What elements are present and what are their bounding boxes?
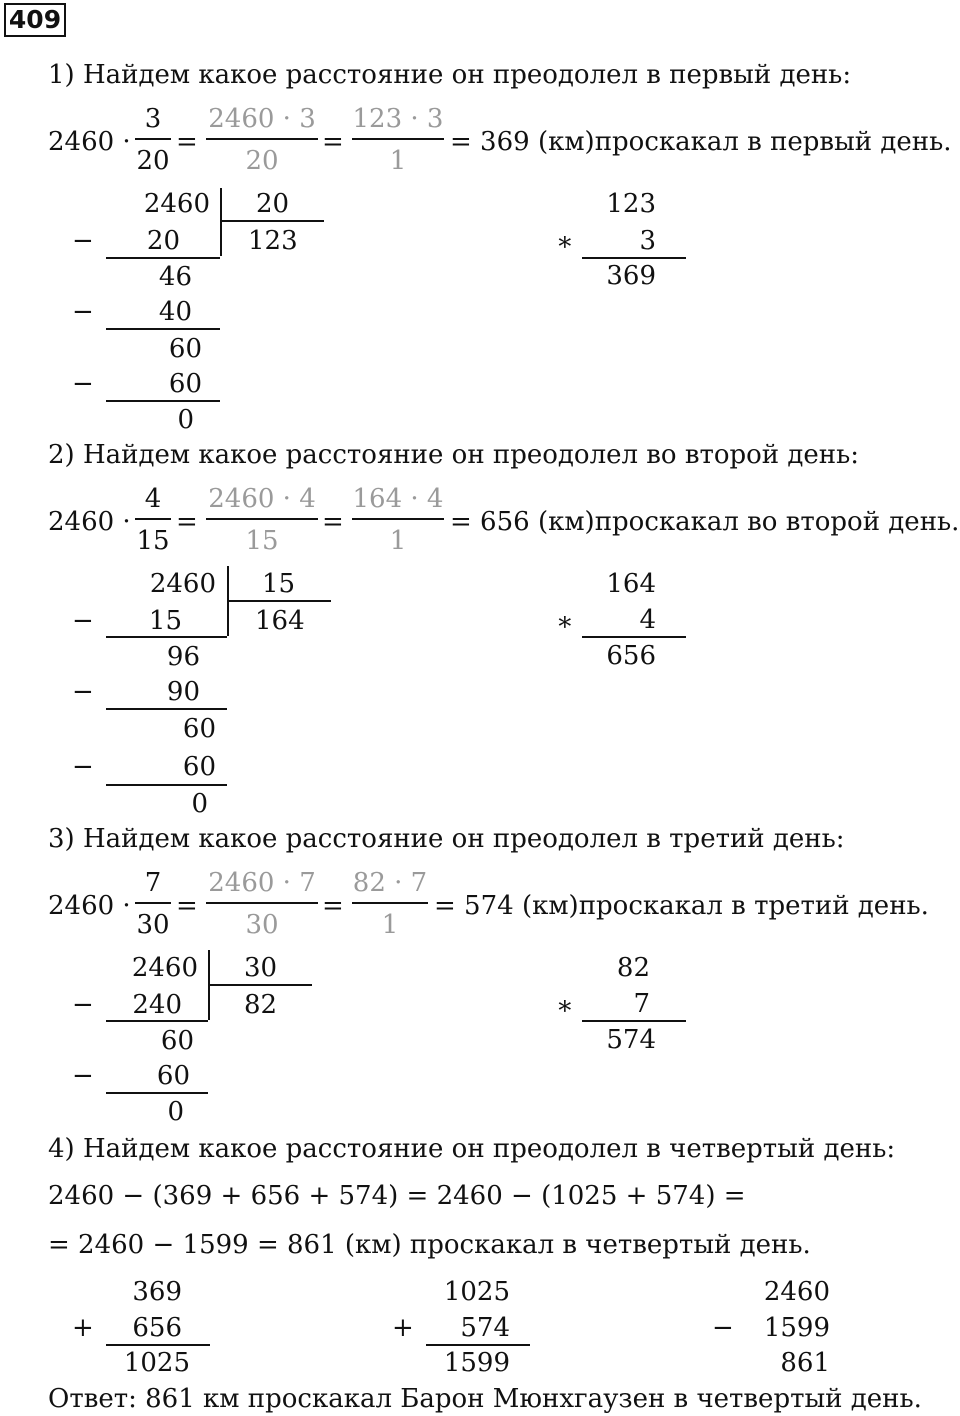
minus-sign: − <box>72 990 94 1020</box>
s2-divisor: 15 <box>262 569 296 599</box>
s2-f1-numerator: 4 <box>144 484 162 514</box>
addition-line <box>106 1344 210 1346</box>
minus-sign: − <box>72 226 94 256</box>
answer-text: Ответ: 861 км проскакал Барон Мюнхгаузен в четвертый день. <box>48 1384 922 1414</box>
equals-sign: = <box>322 891 344 921</box>
division-bracket <box>227 600 331 602</box>
s4-add2-b: 574 <box>460 1313 510 1343</box>
s1-div-row: 46 <box>158 262 192 292</box>
s3-f2-denominator: 30 <box>245 910 279 940</box>
s1-fraction-3 <box>352 104 444 176</box>
s1-f3-denominator: 1 <box>389 146 407 176</box>
section-4-heading: 4) Найдем какое расстояние он преодолел в четвертый день: <box>48 1134 896 1164</box>
s4-sub-b: 1599 <box>763 1313 830 1343</box>
s1-result: = 369 (км)проскакал в первый день. <box>450 127 952 157</box>
fraction-bar <box>352 902 428 904</box>
s2-div-row: 96 <box>166 642 200 672</box>
s2-f3-denominator: 1 <box>389 526 407 556</box>
s3-f3-denominator: 1 <box>381 910 399 940</box>
s3-f1-numerator: 7 <box>144 868 162 898</box>
s2-fraction-1 <box>135 484 171 556</box>
minus-sign: − <box>72 606 94 636</box>
division-line <box>106 400 220 402</box>
s1-div-row: 60 <box>168 334 202 364</box>
s1-f2-numerator: 2460 · 3 <box>208 104 316 134</box>
equals-sign: = <box>176 127 198 157</box>
multiplication-line <box>582 1020 686 1022</box>
s4-add1-result: 1025 <box>123 1348 190 1378</box>
s2-quotient: 164 <box>255 606 305 636</box>
s1-f3-numerator: 123 · 3 <box>352 104 444 134</box>
s2-f2-numerator: 2460 · 4 <box>208 484 316 514</box>
s3-quotient: 82 <box>244 990 278 1020</box>
division-line <box>106 708 227 710</box>
s2-mul-result: 656 <box>606 641 656 671</box>
fraction-bar <box>352 138 444 140</box>
s4-add2-a: 1025 <box>443 1277 510 1307</box>
plus-sign: + <box>392 1313 414 1343</box>
s4-equation-line-2: = 2460 − 1599 = 861 (км) проскакал в четвертый день. <box>48 1230 811 1260</box>
plus-sign: + <box>72 1313 94 1343</box>
s3-f3-numerator: 82 · 7 <box>352 868 428 898</box>
s3-div-row: 240 <box>132 990 182 1020</box>
s3-div-row: 60 <box>156 1061 190 1091</box>
s2-div-row: 15 <box>148 606 182 636</box>
s4-add1-a: 369 <box>132 1277 182 1307</box>
s2-fraction-2 <box>206 484 318 556</box>
s2-mul-a: 164 <box>606 569 656 599</box>
s1-div-row: 40 <box>158 297 192 327</box>
s3-fraction-3 <box>352 868 428 940</box>
s3-lhs: 2460 · <box>48 891 131 921</box>
s2-dividend: 2460 <box>149 569 216 599</box>
s3-result: = 574 (км)проскакал в третий день. <box>434 891 929 921</box>
s2-result: = 656 (км)проскакал во второй день. <box>450 507 960 537</box>
s1-divisor: 20 <box>256 189 290 219</box>
s2-lhs: 2460 · <box>48 507 131 537</box>
minus-sign: − <box>72 369 94 399</box>
task-number-badge: 409 <box>4 3 66 37</box>
division-bracket <box>220 220 324 222</box>
multiplication-line <box>582 636 686 638</box>
s1-mul-result: 369 <box>606 261 656 291</box>
s3-divisor: 30 <box>244 953 278 983</box>
multiplication-line <box>582 257 686 259</box>
addition-line <box>426 1344 530 1346</box>
minus-sign: − <box>72 752 94 782</box>
division-bracket <box>208 984 312 986</box>
division-line <box>106 1020 208 1022</box>
fraction-bar <box>135 902 171 904</box>
s2-f1-denominator: 15 <box>136 526 170 556</box>
minus-sign: − <box>72 297 94 327</box>
s1-div-row: 0 <box>177 405 194 435</box>
section-2-heading: 2) Найдем какое расстояние он преодолел во второй день: <box>48 440 860 470</box>
s1-mul-b: 3 <box>639 226 656 256</box>
s1-f1-numerator: 3 <box>144 104 162 134</box>
s4-add2-result: 1599 <box>443 1348 510 1378</box>
division-line <box>106 1092 208 1094</box>
s1-dividend: 2460 <box>143 189 210 219</box>
s1-div-row: 60 <box>168 369 202 399</box>
s1-f1-denominator: 20 <box>136 146 170 176</box>
fraction-bar <box>206 138 318 140</box>
minus-sign: − <box>712 1313 734 1343</box>
fraction-bar <box>206 518 318 520</box>
s1-div-row: 20 <box>146 226 180 256</box>
s1-f2-denominator: 20 <box>245 146 279 176</box>
s3-mul-result: 574 <box>606 1025 656 1055</box>
s2-f3-numerator: 164 · 4 <box>352 484 444 514</box>
s3-fraction-2 <box>206 868 318 940</box>
fraction-bar <box>206 902 318 904</box>
s4-sub-a: 2460 <box>763 1277 830 1307</box>
s4-equation-line-1: 2460 − (369 + 656 + 574) = 2460 − (1025 + 574) = <box>48 1181 746 1211</box>
s2-f2-denominator: 15 <box>245 526 279 556</box>
multiply-sign: ∗ <box>556 227 574 257</box>
section-3-heading: 3) Найдем какое расстояние он преодолел в третий день: <box>48 824 845 854</box>
s4-add1-b: 656 <box>132 1313 182 1343</box>
s1-mul-a: 123 <box>606 189 656 219</box>
s3-mul-b: 7 <box>633 989 650 1019</box>
s3-f2-numerator: 2460 · 7 <box>208 868 316 898</box>
fraction-bar <box>352 518 444 520</box>
division-line <box>106 784 227 786</box>
fraction-bar <box>135 518 171 520</box>
division-line <box>106 328 220 330</box>
equals-sign: = <box>322 127 344 157</box>
s1-fraction-1 <box>135 104 171 176</box>
equals-sign: = <box>176 891 198 921</box>
s4-sub-result: 861 <box>780 1348 830 1378</box>
s2-div-row: 60 <box>182 752 216 782</box>
s1-lhs: 2460 · <box>48 127 131 157</box>
s2-div-row: 0 <box>191 789 208 819</box>
s3-div-row: 60 <box>160 1026 194 1056</box>
s1-fraction-2 <box>206 104 318 176</box>
s2-div-row: 90 <box>166 677 200 707</box>
section-1-heading: 1) Найдем какое расстояние он преодолел в первый день: <box>48 60 852 90</box>
minus-sign: − <box>72 677 94 707</box>
multiply-sign: ∗ <box>556 607 574 637</box>
equals-sign: = <box>322 507 344 537</box>
s3-dividend: 2460 <box>131 953 198 983</box>
s2-div-row: 60 <box>182 714 216 744</box>
s2-mul-b: 4 <box>639 605 656 635</box>
s3-mul-a: 82 <box>616 953 650 983</box>
division-line <box>106 636 227 638</box>
s2-fraction-3 <box>352 484 444 556</box>
division-line <box>106 257 220 259</box>
s3-fraction-1 <box>135 868 171 940</box>
s1-quotient: 123 <box>248 226 298 256</box>
equals-sign: = <box>176 507 198 537</box>
s3-f1-denominator: 30 <box>136 910 170 940</box>
minus-sign: − <box>72 1061 94 1091</box>
division-bracket <box>220 188 222 256</box>
multiply-sign: ∗ <box>556 991 574 1021</box>
fraction-bar <box>135 138 171 140</box>
s3-div-row: 0 <box>167 1097 184 1127</box>
